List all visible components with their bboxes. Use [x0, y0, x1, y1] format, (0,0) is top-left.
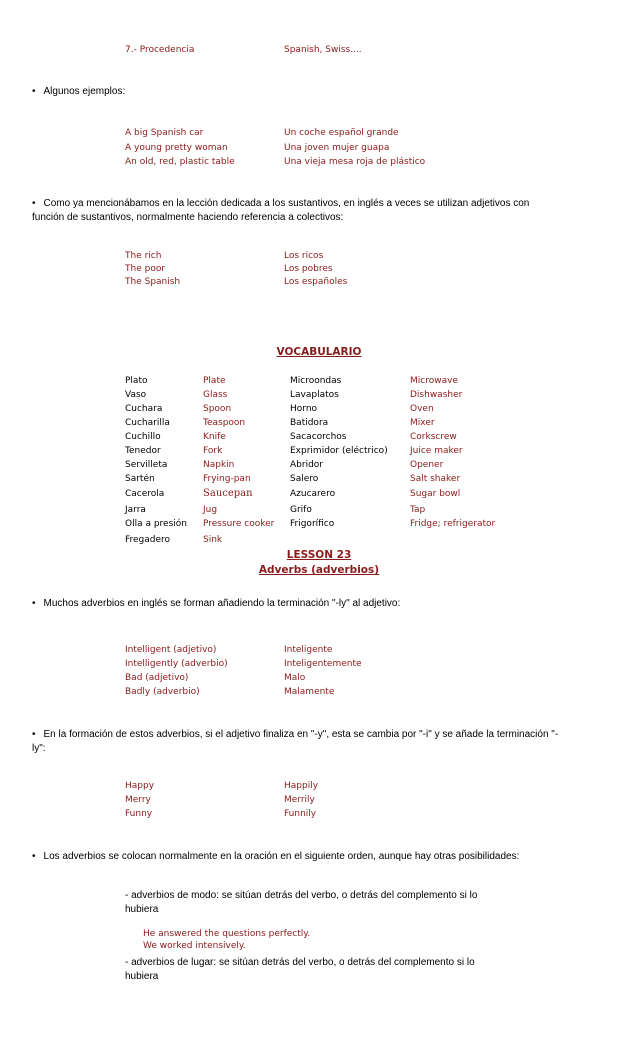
colectivo-en: The poor [125, 264, 166, 274]
ejemplo-en: A big Spanish car [125, 128, 204, 138]
adverbios-lugar [125, 956, 545, 984]
vocab-en: Glass [203, 390, 228, 400]
vocab-en: Plate [203, 376, 226, 386]
modo-example: He answered the questions perfectly. [143, 929, 311, 939]
ly-en: Intelligently (adverbio) [125, 659, 228, 669]
vocab-es: Batidora [290, 418, 329, 428]
vocab-es: Cuchara [125, 404, 163, 414]
modo-line-2: hubiera [125, 904, 159, 915]
procedencia-label: 7.- Procedencia [125, 45, 195, 55]
vocabulario-heading: VOCABULARIO [276, 346, 362, 358]
vocab-es: Azucarero [290, 489, 336, 499]
ly-en: Intelligent (adjetivo) [125, 645, 217, 655]
vocab-es: Servilleta [125, 460, 168, 470]
vocab-en: Opener [410, 460, 444, 470]
y-es: Merrily [284, 795, 315, 805]
colectivo-en: The Spanish [125, 277, 181, 287]
vocab-en: Frying-pan [203, 474, 251, 484]
vocab-es: Jarra [125, 505, 146, 515]
ly-es: Malo [284, 673, 306, 683]
vocab-en: Salt shaker [410, 474, 461, 484]
ejemplo-es: Una vieja mesa roja de plástico [284, 157, 426, 167]
vocab-es: Sartén [125, 474, 155, 484]
bullet-orden: • Los adverbios se colocan normalmente en la oración en el siguiente orden, aunque hay otras posibilidades: [32, 851, 519, 862]
vocab-en: Corkscrew [410, 432, 457, 442]
vocab-es: Grifo [290, 505, 312, 515]
vocab-en: Mixer [410, 418, 435, 428]
vocab-es: Tenedor [125, 446, 161, 456]
ejemplo-es: Un coche español grande [284, 128, 399, 138]
lesson-subtitle: Adverbs (adverbios) [258, 564, 380, 576]
procedencia-value: Spanish, Swiss.... [284, 45, 362, 55]
vocab-en: Jug [203, 505, 218, 515]
vocab-en: Sink [203, 535, 223, 545]
lugar-line-2: hubiera [125, 971, 159, 982]
colectivos-line-2: función de sustantivos, normalmente haciendo referencia a colectivos: [32, 212, 344, 223]
lesson-title: LESSON 23 [286, 549, 352, 561]
lugar-line-1: - adverbios de lugar: se sitúan detrás del verbo, o detrás del complemento si lo [125, 957, 475, 968]
vocab-es: Olla a presión [125, 519, 187, 529]
y-es: Happily [284, 781, 319, 791]
vocab-es: Cacerola [125, 489, 165, 499]
vocab-es: Lavaplatos [290, 390, 339, 400]
vocab-en: Pressure cooker [203, 519, 275, 529]
y-line-2: ly": [32, 743, 46, 754]
y-en: Funny [125, 809, 153, 819]
colectivos-line-1: • Como ya mencionábamos en la lección dedicada a los sustantivos, en inglés a veces se utilizan adjetivos con [32, 197, 612, 211]
colectivo-es: Los pobres [284, 264, 333, 274]
ejemplo-es: Una joven mujer guapa [284, 143, 390, 153]
y-en: Happy [125, 781, 155, 791]
ly-es: Inteligentemente [284, 659, 362, 669]
vocab-es: Exprimidor (eléctrico) [290, 446, 388, 456]
vocab-en: Napkin [203, 460, 235, 470]
vocab-en: Fridge; refrigerator [410, 519, 496, 529]
vocab-en: Dishwasher [410, 390, 463, 400]
vocab-en: Tap [410, 505, 426, 515]
vocab-en: Spoon [203, 404, 232, 414]
vocab-es: Cucharilla [125, 418, 170, 428]
vocab-es: Sacacorchos [290, 432, 347, 442]
colectivo-es: Los españoles [284, 277, 348, 287]
ejemplo-en: A young pretty woman [125, 143, 228, 153]
y-es: Funnily [284, 809, 317, 819]
vocab-es: Cuchillo [125, 432, 161, 442]
modo-line-1: - adverbios de modo: se sitúan detrás del verbo, o detrás del complemento si lo [125, 890, 478, 901]
vocab-en: Sugar bowl [410, 489, 461, 499]
vocab-en: Juice maker [410, 446, 463, 456]
vocab-es: Abridor [290, 460, 323, 470]
vocab-en: Fork [203, 446, 223, 456]
vocab-es: Fregadero [125, 535, 171, 545]
vocab-es: Frigorífico [290, 519, 335, 529]
bullet-ly: • Muchos adverbios en inglés se forman añadiendo la terminación "-ly" al adjetivo: [32, 598, 400, 609]
ly-es: Malamente [284, 687, 335, 697]
vocab-es: Vaso [125, 390, 147, 400]
vocab-en: Oven [410, 404, 434, 414]
bullet-y-to-i [32, 728, 612, 756]
colectivo-es: Los ricos [284, 251, 324, 261]
ly-es: Inteligente [284, 645, 333, 655]
bullet-algunos-ejemplos: • Algunos ejemplos: [32, 86, 125, 97]
vocab-es: Horno [290, 404, 318, 414]
vocab-es: Salero [290, 474, 319, 484]
vocab-en: Teaspoon [203, 418, 246, 428]
adverbios-modo [125, 889, 545, 917]
y-en: Merry [125, 795, 151, 805]
vocab-es: Plato [125, 376, 148, 386]
ly-en: Bad (adjetivo) [125, 673, 189, 683]
y-line-1: • En la formación de estos adverbios, si el adjetivo finaliza en "-y", esta se cambia por "-i" y se añade la terminación "- [32, 728, 612, 742]
vocab-es: Microondas [290, 376, 342, 386]
bullet-colectivos [32, 197, 612, 225]
ly-en: Badly (adverbio) [125, 687, 200, 697]
modo-example: We worked intensively. [143, 941, 246, 951]
vocab-en: Microwave [410, 376, 458, 386]
vocab-en: Knife [203, 432, 226, 442]
ejemplo-en: An old, red, plastic table [125, 157, 235, 167]
colectivo-en: The rich [125, 251, 162, 261]
vocab-en: Saucepan [203, 488, 253, 499]
